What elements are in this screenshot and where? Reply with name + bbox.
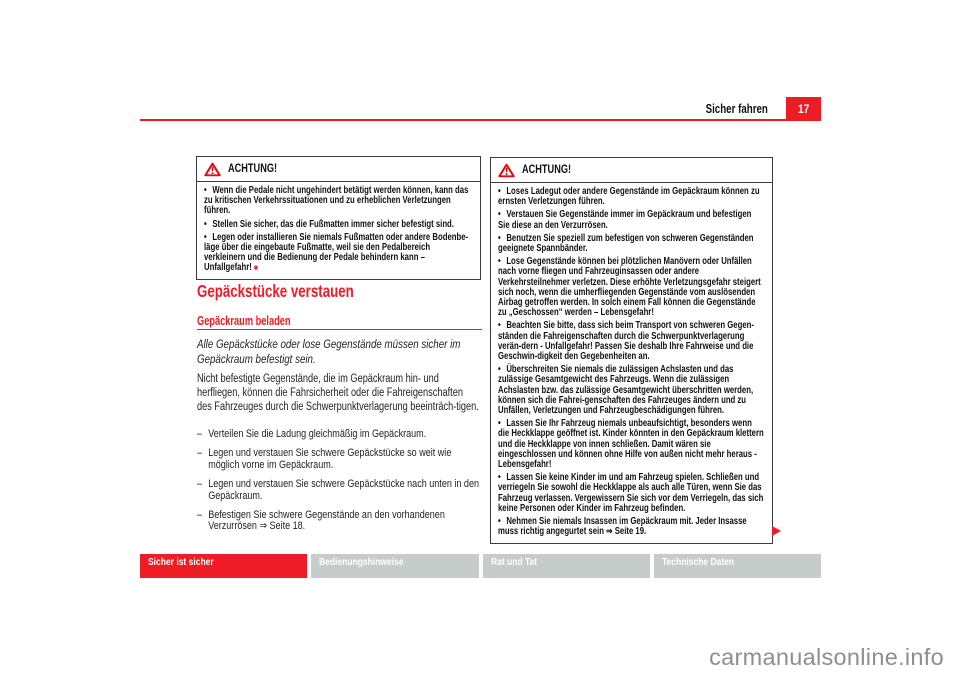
warning-header — [491, 158, 772, 183]
footer-tab-label: Technische Daten — [661, 557, 734, 568]
footer-tab-label: Rat und Tat — [490, 557, 537, 568]
footer-section-tabs — [140, 554, 821, 578]
footer-tab-rat-und-tat — [483, 554, 650, 578]
bullet-icon: • — [204, 218, 207, 230]
intro-block — [197, 337, 480, 367]
warning-bullet — [498, 321, 764, 362]
warning-title: ACHTUNG! — [228, 163, 278, 175]
list-item — [197, 479, 480, 503]
warning-bullet — [498, 187, 764, 207]
warning-bullet-text: Nehmen Sie niemals Insassen im Gepäckraum mit. Jeder Insasse muss richtig angegurtet sein ⇒ Seite 19. — [498, 516, 747, 538]
warning-bullet-text: Stellen Sie sicher, das die Fußmatten immer sicher befestigt sind. — [212, 218, 454, 230]
section-end-icon: ■ — [253, 263, 258, 273]
dash-icon: – — [197, 477, 203, 490]
warning-body — [491, 183, 772, 543]
warning-bullet-text: Lassen Sie keine Kinder im und am Fahrzeug spielen. Schließen und verriegeln Sie sowohl die Heckklappe als auch alle Türen, wenn Sie das Fahrzeug verlassen. Vergewissern Sie sich vor dem Verriegeln, das sich keine Personen oder Kinder im Fahrzeug befinden. — [498, 472, 764, 514]
bullet-icon: • — [498, 256, 501, 268]
bullet-icon: • — [498, 232, 501, 244]
warning-bullet — [204, 233, 470, 274]
header-rule — [140, 119, 821, 121]
header-section-title: Sicher fahren — [705, 102, 768, 116]
list-item — [197, 429, 480, 441]
list-item-text: Legen und verstauen Sie schwere Gepäckstücke so weit wie möglich vorne im Gepäckraum. — [208, 446, 452, 471]
warning-title: ACHTUNG! — [522, 164, 572, 176]
footer-tab-bedienungshinweise — [311, 554, 478, 578]
bullet-icon: • — [204, 231, 207, 243]
warning-bullet — [204, 220, 470, 230]
bullet-icon: • — [498, 516, 501, 528]
warning-bullet-text: Beachten Sie bitte, dass sich beim Transport von schweren Gegen-ständen die Fahreigenschaften durch die Schwerpunktverlagerung verän-dern - Unfallgefahr! Passen Sie deshalb Ihre Fahrweise und die Geschwin-digkeit den Gegebenheiten an. — [498, 320, 754, 363]
warning-box-pedals — [196, 156, 481, 280]
footer-tab-label: Bedienungshinweise — [319, 557, 404, 568]
warning-bullet — [498, 365, 764, 416]
dash-icon: – — [197, 446, 203, 459]
list-item-text: Verteilen Sie die Ladung gleichmäßig im Gepäckraum. — [208, 428, 427, 440]
list-item-text: Befestigen Sie schwere Gegenstände an den vorhandenen Verzurrösen ⇒ Seite 18. — [208, 508, 445, 533]
warning-bullet — [498, 210, 764, 230]
bullet-icon: • — [498, 472, 501, 484]
warning-bullet — [498, 517, 764, 537]
section-subheading: Gepäckraum beladen — [197, 314, 291, 328]
warning-bullet-text: Benutzen Sie speziell zum befestigen von schweren Gegenständen geeignete Spannbänder. — [498, 232, 754, 255]
warning-bullet-text: Überschreiten Sie niemals die zulässigen Achslasten und das zulässige Gesamtgewicht des Fahrzeugs. Wenn die zulässigen Achslasten bzw. das zulässige Gesamtgewicht überschritten werden, können sich die Fahrei-genschaften des Fahrzeuges ändern und zu Unfällen, Verletzungen und Fahrzeugbeschädigungen führen. — [498, 364, 754, 417]
warning-bullet-text: Loses Ladegut oder andere Gegenstände im Gepäckraum können zu ernsten Verletzungen führen. — [498, 186, 760, 208]
bullet-icon: • — [204, 185, 207, 196]
warning-triangle-icon — [498, 163, 515, 178]
warning-bullet-text: Wenn die Pedale nicht ungehindert betätigt werden können, kann das zu kritischen Verkehrssituationen und zu erheblichen Verletzungen führen. — [204, 185, 469, 217]
list-item — [197, 448, 480, 472]
bullet-icon: • — [498, 320, 501, 332]
page-number-badge — [786, 97, 821, 121]
list-item-text: Legen und verstauen Sie schwere Gepäckstücke nach unten in den Gepäckraum. — [208, 477, 480, 502]
warning-bullet-text: Legen oder installieren Sie niemals Fußmatten oder andere Bodenbe-läge über die eingebaute Fußmatte, weil sie den Pedalbereich verkleinern und die Bedienung der Pedale behindern kann – Unfallgefahr! — [204, 231, 469, 274]
warning-bullet — [204, 186, 470, 217]
warning-bullet-text: Lassen Sie Ihr Fahrzeug niemals unbeaufsichtigt, besonders wenn die Heckklappe geöffnet ist. Kinder könnten in den Gepäckraum klettern und die Heckklappe von innen schließen. Damit wären sie eingeschlossen und können ohne Hilfe von außen nicht mehr heraus - Lebensgefahr! — [498, 418, 764, 471]
page-number: 17 — [797, 102, 810, 116]
warning-bullet — [498, 473, 764, 514]
bullet-icon: • — [498, 418, 501, 430]
page-heading: Gepäckstücke verstauen — [197, 281, 354, 301]
warning-bullet — [498, 234, 764, 254]
warning-header — [197, 157, 480, 182]
warning-triangle-icon — [204, 162, 221, 177]
site-watermark: carmanualsonline.info — [709, 644, 944, 670]
dash-icon: – — [197, 428, 203, 440]
footer-tab-label: Sicher ist sicher — [148, 557, 214, 568]
footer-tab-technische-daten — [654, 554, 821, 578]
bullet-icon: • — [498, 364, 501, 376]
bullet-icon: • — [498, 209, 501, 221]
subheading-rule — [197, 329, 482, 330]
footer-tab-sicher-ist-sicher — [140, 554, 307, 578]
continuation-arrow-icon — [772, 526, 781, 536]
warning-box-luggage — [490, 157, 773, 544]
warning-body — [197, 182, 480, 279]
warning-bullet — [498, 257, 764, 318]
bullet-icon: • — [498, 186, 501, 197]
warning-bullet-text: Lose Gegenstände können bei plötzlichen Manövern oder Unfällen nach vorne fliegen und Fahrzeuginsassen oder andere Verkehrsteilnehmer verletzen. Diese erhöhte Verletzungsgefahr steigert sich noch, wenn die umherfliegenden Gegenstände vom auslösenden Airbag getroffen werden. In solch einem Fall können die Gegenstände zu „Geschossen“ werden – Lebensgefahr! — [498, 256, 761, 319]
list-item — [197, 510, 480, 534]
warning-bullet-text: Verstauen Sie Gegenstände immer im Gepäckraum und befestigen Sie diese an den Verzurrösen. — [498, 209, 752, 231]
dash-icon: – — [197, 508, 203, 521]
body-paragraph: Nicht befestigte Gegenstände, die im Gepäckraum hin- und herfliegen, können die Fahrsicherheit oder die Fahreigenschaften des Fahrzeuges durch die Schwerpunktverlagerung beeinträch-tigen. — [197, 373, 479, 414]
intro-italic-text: Alle Gepäckstücke oder lose Gegenstände müssen sicher im Gepäckraum befestigt sein. — [197, 337, 461, 366]
warning-bullet — [498, 419, 764, 470]
